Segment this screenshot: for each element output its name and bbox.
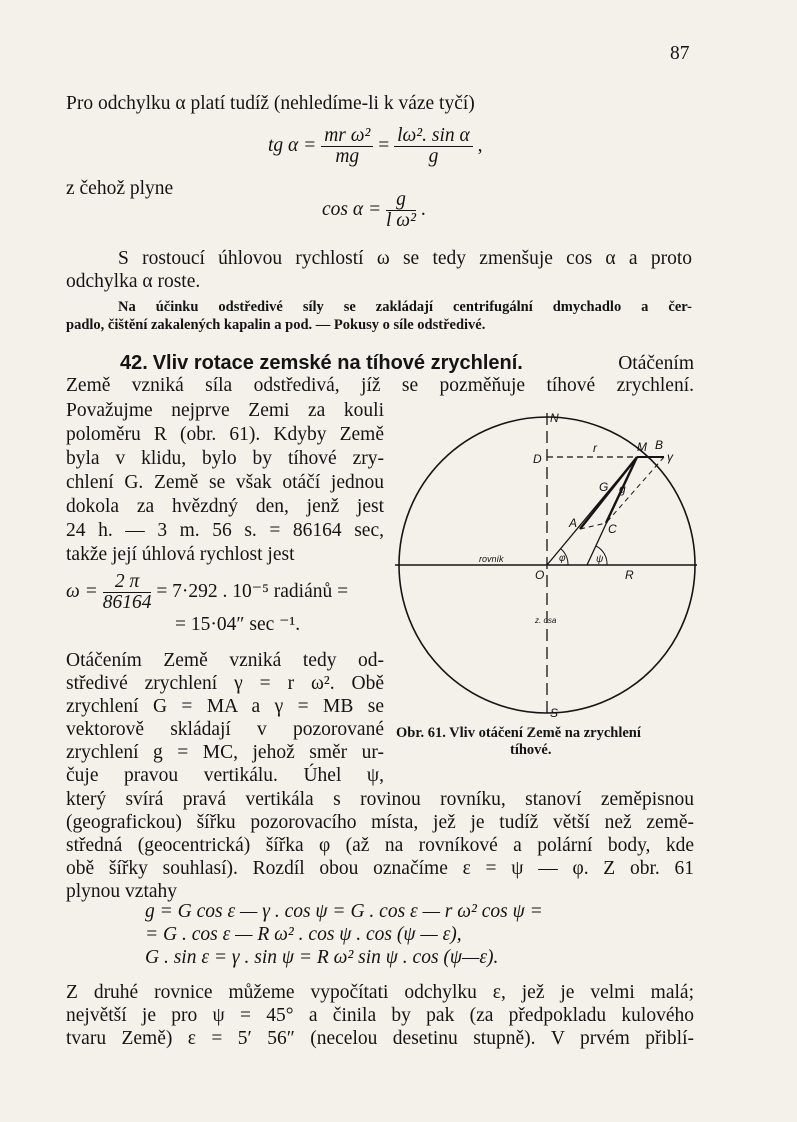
figure-caption-2: tíhové.	[510, 742, 552, 758]
column-line: dokola za hvězdný den, jenž jest	[66, 496, 384, 517]
equation-omega	[66, 572, 348, 613]
page-number: 87	[670, 43, 690, 64]
eq2-den: l ω²	[386, 210, 416, 231]
text-line: plynou vztahy	[66, 881, 178, 902]
intro-line: Pro odchylku α platí tudíž (nehledíme-li k váze tyčí)	[66, 93, 475, 114]
eq1-den1: mg	[335, 146, 360, 167]
text-line: Z druhé rovnice můžeme vypočítati odchylku ε, jež je velmi malá;	[66, 982, 694, 1003]
label-g-large: G	[599, 480, 609, 494]
eq2-num: g	[386, 190, 416, 211]
text-line: největší je pro ψ = 45° a činila by pak (za předpokladu kulového	[66, 1005, 694, 1026]
omega-fraction	[103, 572, 152, 613]
label-s: S	[550, 706, 559, 720]
text-line: obě šířky souhlasí). Rozdíl obou označíme ε = ψ — φ. Z obr. 61	[66, 858, 694, 879]
eq2-fraction	[386, 190, 416, 231]
label-r: r	[593, 441, 597, 455]
parallelogram-side-1	[606, 457, 664, 523]
text-line: (geografickou) šířku pozorovacího místa, jež je tudíž větší než země-	[66, 812, 694, 833]
text-line: středná (geocentrická) šířka φ (až na rovníkové a polární body, kde	[66, 835, 694, 856]
column-line: středivé zrychlení γ = r ω². Obě	[66, 673, 384, 694]
eq1-num1: mr ω²	[321, 126, 373, 147]
eq1-fraction-1	[321, 126, 373, 167]
omega-lhs: ω =	[66, 580, 98, 602]
omega-line2: = 15·04″ sec ⁻¹.	[175, 614, 301, 635]
column-line: poloměru R (obr. 61). Kdyby Země	[66, 424, 384, 445]
section-title: Vliv rotace zemské na tíhové zrychlení.	[152, 352, 523, 374]
text-line: který svírá pravá vertikála s rovinou rovníku, stanoví zeměpisnou	[66, 789, 694, 810]
column-line: 24 h. — 3 m. 56 s. = 86164 sec,	[66, 520, 384, 541]
section-number: 42.	[120, 352, 148, 374]
paragraph-line: odchylka α roste.	[66, 271, 201, 292]
column-line: Otáčením Země vzniká tedy od-	[66, 650, 384, 671]
eq2-trail: .	[420, 198, 426, 220]
label-g-small: g	[619, 482, 626, 496]
omega-den: 86164	[102, 592, 152, 613]
label-psi: ψ	[596, 554, 604, 565]
label-axis: z. osa	[535, 616, 557, 625]
equation-cos-alpha	[322, 190, 426, 231]
eq1-trail: ,	[477, 134, 483, 156]
label-radius-r: R	[625, 568, 634, 582]
column-line: byla v klidu, bylo by tíhové zry-	[66, 448, 384, 469]
label-a: A	[569, 516, 578, 530]
eq1-equals: =	[378, 134, 390, 156]
column-line: vektorově skládají v pozorované	[66, 719, 384, 740]
eq1-den2: g	[428, 146, 439, 167]
text-line: tvaru Země) ε = 5′ 56″ (necelou desetinu stupně). V prvém přiblí-	[66, 1028, 694, 1049]
omega-num: 2 π	[103, 572, 152, 593]
label-b: B	[655, 438, 664, 452]
z-cehoz-plyne: z čehož plyne	[66, 178, 174, 199]
column-line: zrychlení G = MA a γ = MB se	[66, 696, 384, 717]
note-line: Na účinku odstředivé síly se zakládají centrifugální dmychadlo a čer-	[118, 299, 692, 315]
equation-line: g = G cos ε — γ . cos ψ = G . cos ε — r ω² cos ψ =	[145, 901, 543, 922]
column-line: takže její úhlová rychlost jest	[66, 544, 295, 565]
column-line: čuje pravou vertikálu. Úhel ψ,	[66, 765, 384, 786]
eq1-lhs: tg α =	[268, 134, 317, 156]
label-gamma: γ	[667, 450, 673, 464]
label-d: D	[533, 452, 542, 466]
section-lead: Otáčením	[618, 353, 694, 374]
eq1-num2: lω². sin α	[394, 126, 473, 147]
eq1-fraction-2	[394, 126, 473, 167]
text-line: Země vzniká síla odstředivá, jíž se pozměňuje tíhové zrychlení.	[66, 375, 694, 396]
label-equator: rovník	[479, 554, 504, 564]
section-heading	[120, 352, 694, 375]
label-m: M	[637, 440, 647, 454]
eq2-lhs: cos α =	[322, 198, 382, 220]
label-c: C	[608, 522, 617, 536]
column-line: chlení G. Země se však otáčí jednou	[66, 472, 384, 493]
paragraph-line: S rostoucí úhlovou rychlostí ω se tedy zmenšuje cos α a proto	[118, 248, 692, 269]
equation-line: G . sin ε = γ . sin ψ = R ω² sin ψ . cos (ψ—ε).	[145, 947, 499, 968]
column-line: Považujme nejprve Zemi za kouli	[66, 400, 384, 421]
equation-tg-alpha	[268, 126, 483, 167]
equation-line: = G . cos ε — R ω² . cos ψ . cos (ψ — ε),	[145, 924, 462, 945]
label-phi: φ	[559, 553, 566, 564]
figure-earth-rotation	[385, 405, 705, 725]
omega-rhs: = 7·292 . 10⁻⁵ radiánů =	[156, 580, 349, 602]
label-o: O	[535, 568, 545, 582]
label-n: N	[550, 411, 559, 425]
column-line: zrychlení g = MC, jehož směr ur-	[66, 742, 384, 763]
figure-caption: Obr. 61. Vliv otáčení Země na zrychlení	[396, 725, 641, 741]
note-line: padlo, čištění zakalených kapalin a pod. — Pokusy o síle odstředivé.	[66, 317, 486, 333]
